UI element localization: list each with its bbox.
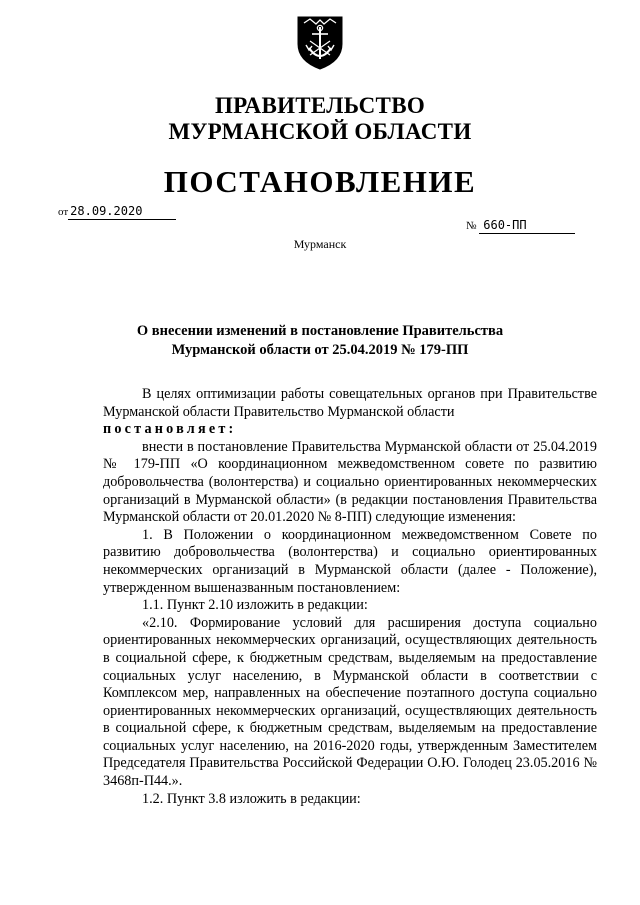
paragraph-quote-2-10: «2.10. Формирование условий для расширения доступа социально ориентированных некоммерческих организаций, осуществляющих деятельность в социальной сфере, к бюджетным средствам, выделяемым на предоставление социальных услуг населению, в Мурманской области в соответствии с Комплексом мер, направленных на обеспечение поэтапного доступа социально ориентированных некоммерческих организаций, осуществляющих деятельность в социальной сфере, к бюджетным средствам, выделяемым на предоставление социальных услуг населению, на 2016-2020 годы, утвержденным Заместителем Председателя Правительства Российской Федерации О.Ю. Голодец 23.05.2016 № 3468п-П44.». <box>103 614 597 790</box>
paragraph-item-1-1: 1.1. Пункт 2.10 изложить в редакции: <box>142 597 368 614</box>
document-date <box>58 204 176 220</box>
government-title-line1: ПРАВИТЕЛЬСТВО <box>214 93 426 118</box>
document-body <box>103 386 597 808</box>
document-subject <box>100 322 540 360</box>
city-name: Мурманск <box>293 237 347 251</box>
paragraph-item-1-2: 1.2. Пункт 3.8 изложить в редакции: <box>142 790 361 807</box>
coat-of-arms-icon <box>296 14 344 70</box>
paragraph-preamble: В целях оптимизации работы совещательных органов при Правительстве Мурманской области Правительство Мурманской области <box>103 386 597 420</box>
decree-word <box>103 421 597 439</box>
paragraph-amend: внести в постановление Правительства Мурманской области от 25.04.2019 № 179-ПП «О координационном межведомственном совете по развитию добровольчества (волонтерства) и социально ориентированных некоммерческих организаций в Мурманской области» (в редакции постановления Правительства Мурманской области от 20.01.2020 № 8-ПП) следующие изменения: <box>103 438 597 526</box>
paragraph-item-1: 1. В Положении о координационном межведомственном Совете по развитию добровольчества (волонтерства) и социально ориентированных некоммерческих организаций в Мурманской области (далее - Положение), утвержденном вышеназванным постановлением: <box>103 526 597 596</box>
number-value: 660-ПП <box>479 218 575 234</box>
document-number <box>466 218 575 234</box>
document-type-title: ПОСТАНОВЛЕНИЕ <box>163 164 477 199</box>
number-prefix: № <box>466 220 477 232</box>
decree-keyword: постановляет: <box>103 421 237 438</box>
subject-line1: О внесении изменений в постановление Правительства <box>136 323 504 339</box>
date-value: 28.09.2020 <box>68 204 176 220</box>
date-prefix: от <box>58 206 69 218</box>
government-title-line2: МУРМАНСКОЙ ОБЛАСТИ <box>168 119 472 144</box>
subject-line2: Мурманской области от 25.04.2019 № 179-ПП <box>171 342 469 358</box>
